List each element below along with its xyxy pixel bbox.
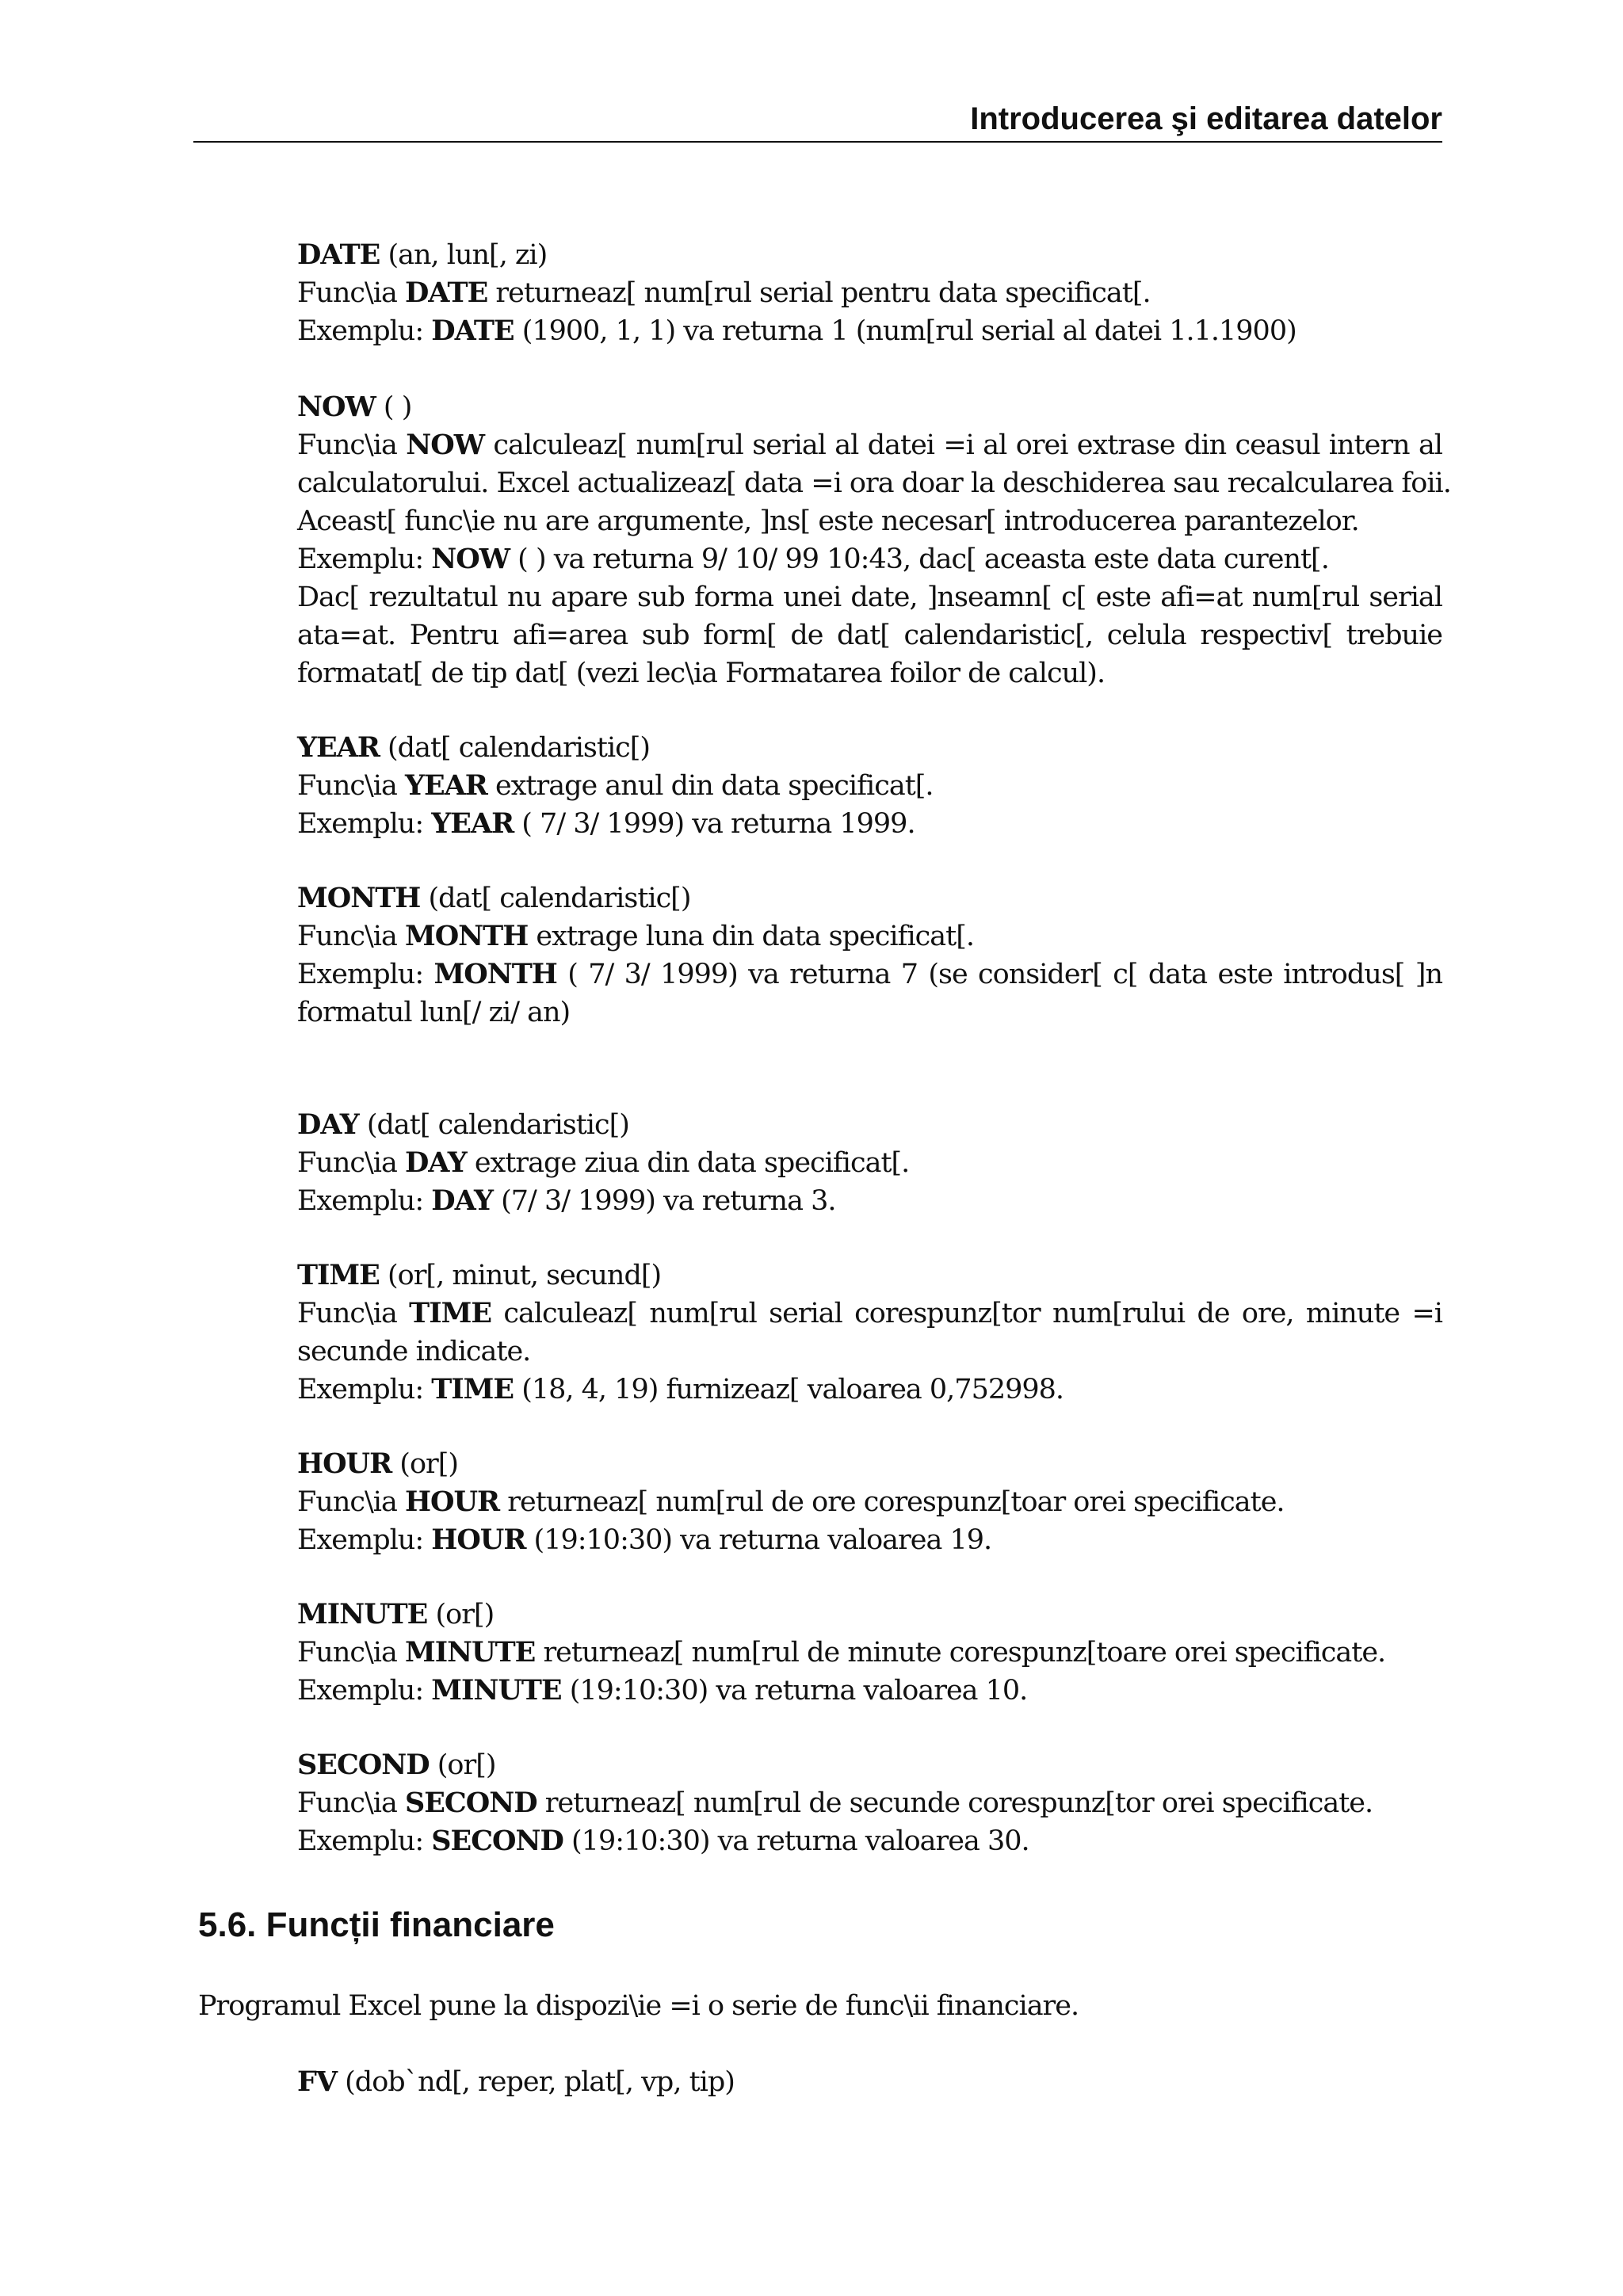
text: extrage luna din data specificat[.: [528, 921, 974, 952]
text: (19:10:30) va returna valoarea 30.: [563, 1825, 1029, 1857]
function-name: DAY: [431, 1184, 493, 1217]
paragraph-line: formatul lun[/ zi/ an): [297, 997, 571, 1028]
text: calculeaz[ num[rul serial al datei =i al orei extrase din ceasul intern al: [484, 429, 1443, 461]
function-args: (or[, minut, secund[): [379, 1260, 662, 1291]
paragraph-line: Dac[ rezultatul nu apare sub forma unei date, ]nseamn[ c[ este afi=at num[rul serial: [297, 582, 1442, 613]
function-signature: [297, 2063, 1442, 2101]
function-description: [297, 1295, 1442, 1333]
text: Exemplu:: [297, 1524, 432, 1556]
function-args: (dat[ calendaristic[): [420, 883, 691, 914]
function-args: (or[): [427, 1599, 495, 1630]
function-signature: [297, 388, 1442, 426]
text: Exemplu:: [297, 808, 432, 840]
function-name: MONTH: [297, 882, 421, 914]
text: Exemplu:: [297, 1825, 432, 1857]
function-description: [297, 1634, 1442, 1672]
function-name: NOW: [297, 391, 376, 423]
function-name: MONTH: [433, 958, 557, 990]
text: (19:10:30) va returna valoarea 10.: [561, 1675, 1028, 1707]
header-rule: [193, 141, 1442, 143]
text: Exemplu:: [297, 543, 432, 575]
text: (19:10:30) va returna valoarea 19.: [525, 1524, 992, 1556]
text: returneaz[ num[rul de minute corespunz[toare orei specificate.: [535, 1637, 1386, 1669]
function-name: FV: [297, 2065, 338, 2098]
text: (18, 4, 19) furnizeaz[ valoarea 0,752998.: [514, 1374, 1064, 1405]
text: Exemplu:: [297, 315, 432, 347]
text: extrage ziua din data specificat[.: [466, 1147, 910, 1179]
function-name: DAY: [297, 1108, 359, 1141]
function-name: DAY: [404, 1146, 467, 1179]
function-args: (dob`nd[, reper, plat[, vp, tip): [337, 2066, 735, 2098]
function-signature: [297, 1445, 1442, 1483]
function-example: [297, 1182, 1442, 1220]
function-name: YEAR: [431, 807, 514, 840]
function-signature: [297, 1106, 1442, 1144]
section-intro: Programul Excel pune la dispozi\ie =i o serie de func\ii financiare.: [198, 1990, 1079, 2022]
function-signature: [297, 1596, 1442, 1634]
text: Exemplu:: [297, 959, 434, 990]
text: Func\ia: [297, 1637, 405, 1669]
text: Exemplu:: [297, 1374, 432, 1405]
function-args: (dat[ calendaristic[): [358, 1109, 629, 1141]
function-description: [297, 917, 1442, 955]
page-header-title: Introducerea şi editarea datelor: [970, 101, 1442, 136]
text: ( 7/ 3/ 1999) va returna 7 (se consider[ c[ data este introdus[ ]n: [556, 959, 1443, 990]
function-args: (or[): [391, 1448, 459, 1480]
function-signature: [297, 1746, 1442, 1784]
function-args: ( ): [375, 391, 412, 423]
function-name: TIME: [297, 1259, 380, 1291]
function-name: YEAR: [297, 731, 380, 764]
function-description: [297, 767, 1442, 805]
function-block-second: [297, 1746, 1442, 1860]
function-name: TIME: [409, 1297, 492, 1329]
function-example: [297, 312, 1442, 350]
function-name: MONTH: [404, 920, 529, 952]
text: Func\ia: [297, 277, 405, 309]
function-name: MINUTE: [404, 1636, 536, 1669]
text: Func\ia: [297, 921, 405, 952]
function-name: YEAR: [404, 769, 487, 802]
function-signature: [297, 729, 1442, 767]
text: returneaz[ num[rul serial pentru data specificat[.: [487, 277, 1151, 309]
function-name: SECOND: [297, 1749, 430, 1781]
function-args: (an, lun[, zi): [380, 239, 548, 271]
paragraph-line: ata=at. Pentru afi=area sub form[ de dat[ calendaristic[, celula respectiv[ trebuie: [297, 620, 1442, 651]
function-block-year: [297, 729, 1442, 843]
text: returneaz[ num[rul de secunde corespunz[tor orei specificate.: [537, 1787, 1373, 1819]
text: Func\ia: [297, 770, 405, 802]
text: ( 7/ 3/ 1999) va returna 1999.: [514, 808, 915, 840]
function-name: SECOND: [404, 1787, 537, 1819]
text: returneaz[ num[rul de ore corespunz[toar orei specificate.: [499, 1486, 1285, 1518]
text: extrage anul din data specificat[.: [487, 770, 934, 802]
function-description: [297, 1483, 1442, 1521]
text: (7/ 3/ 1999) va returna 3.: [493, 1185, 836, 1217]
function-signature: [297, 236, 1442, 274]
function-block-date: [297, 236, 1442, 350]
text: Func\ia: [297, 1787, 405, 1819]
function-signature: [297, 879, 1442, 917]
function-name: SECOND: [431, 1825, 563, 1857]
text: ( ) va returna 9/ 10/ 99 10:43, dac[ aceasta este data curent[.: [510, 543, 1329, 575]
text: (1900, 1, 1) va returna 1 (num[rul serial al datei 1.1.1900): [514, 315, 1296, 347]
text: Func\ia: [297, 1147, 405, 1179]
function-example: [297, 805, 1442, 843]
function-description: [297, 426, 1442, 464]
function-block-month: [297, 879, 1442, 1032]
function-example: [297, 540, 1442, 578]
function-signature: [297, 1257, 1442, 1295]
function-block-day: [297, 1106, 1442, 1220]
function-name: DATE: [431, 315, 514, 347]
paragraph-line: secunde indicate.: [297, 1336, 531, 1367]
paragraph-line: Aceast[ func\ie nu are argumente, ]ns[ este necesar[ introducerea parantezelor.: [297, 505, 1359, 537]
function-name: DATE: [297, 238, 380, 271]
function-block-now: [297, 388, 1451, 692]
text: Func\ia: [297, 1298, 410, 1329]
function-name: HOUR: [297, 1447, 392, 1480]
function-description: [297, 1144, 1442, 1182]
text: Exemplu:: [297, 1185, 432, 1217]
function-block-minute: [297, 1596, 1442, 1710]
function-args: (or[): [429, 1749, 496, 1781]
function-description: [297, 274, 1442, 312]
function-name: MINUTE: [297, 1598, 428, 1630]
function-example: [297, 1822, 1442, 1860]
function-name: NOW: [431, 543, 510, 575]
function-example: [297, 1371, 1442, 1409]
function-name: DATE: [404, 277, 488, 309]
function-name: TIME: [431, 1373, 514, 1405]
text: Exemplu:: [297, 1675, 432, 1707]
function-example: [297, 1521, 1442, 1559]
function-name: HOUR: [431, 1524, 526, 1556]
text: calculeaz[ num[rul serial corespunz[tor num[rului de ore, minute =i: [491, 1298, 1442, 1329]
function-name: NOW: [406, 429, 485, 461]
paragraph-line: formatat[ de tip dat[ (vezi lec\ia Formatarea foilor de calcul).: [297, 658, 1106, 689]
text: Func\ia: [297, 1486, 405, 1518]
section-title: 5.6. Funcții financiare: [198, 1905, 555, 1944]
function-block-hour: [297, 1445, 1442, 1559]
text: Func\ia: [297, 429, 407, 461]
function-description: [297, 1784, 1442, 1822]
function-example: [297, 1672, 1442, 1710]
function-name: HOUR: [404, 1486, 500, 1518]
function-block-time: [297, 1257, 1442, 1409]
function-example: [297, 955, 1442, 994]
function-block-fv: [297, 2063, 1442, 2101]
function-args: (dat[ calendaristic[): [379, 732, 651, 764]
function-name: MINUTE: [431, 1674, 562, 1707]
paragraph-line: calculatorului. Excel actualizeaz[ data =i ora doar la deschiderea sau recalcularea foii.: [297, 467, 1451, 499]
